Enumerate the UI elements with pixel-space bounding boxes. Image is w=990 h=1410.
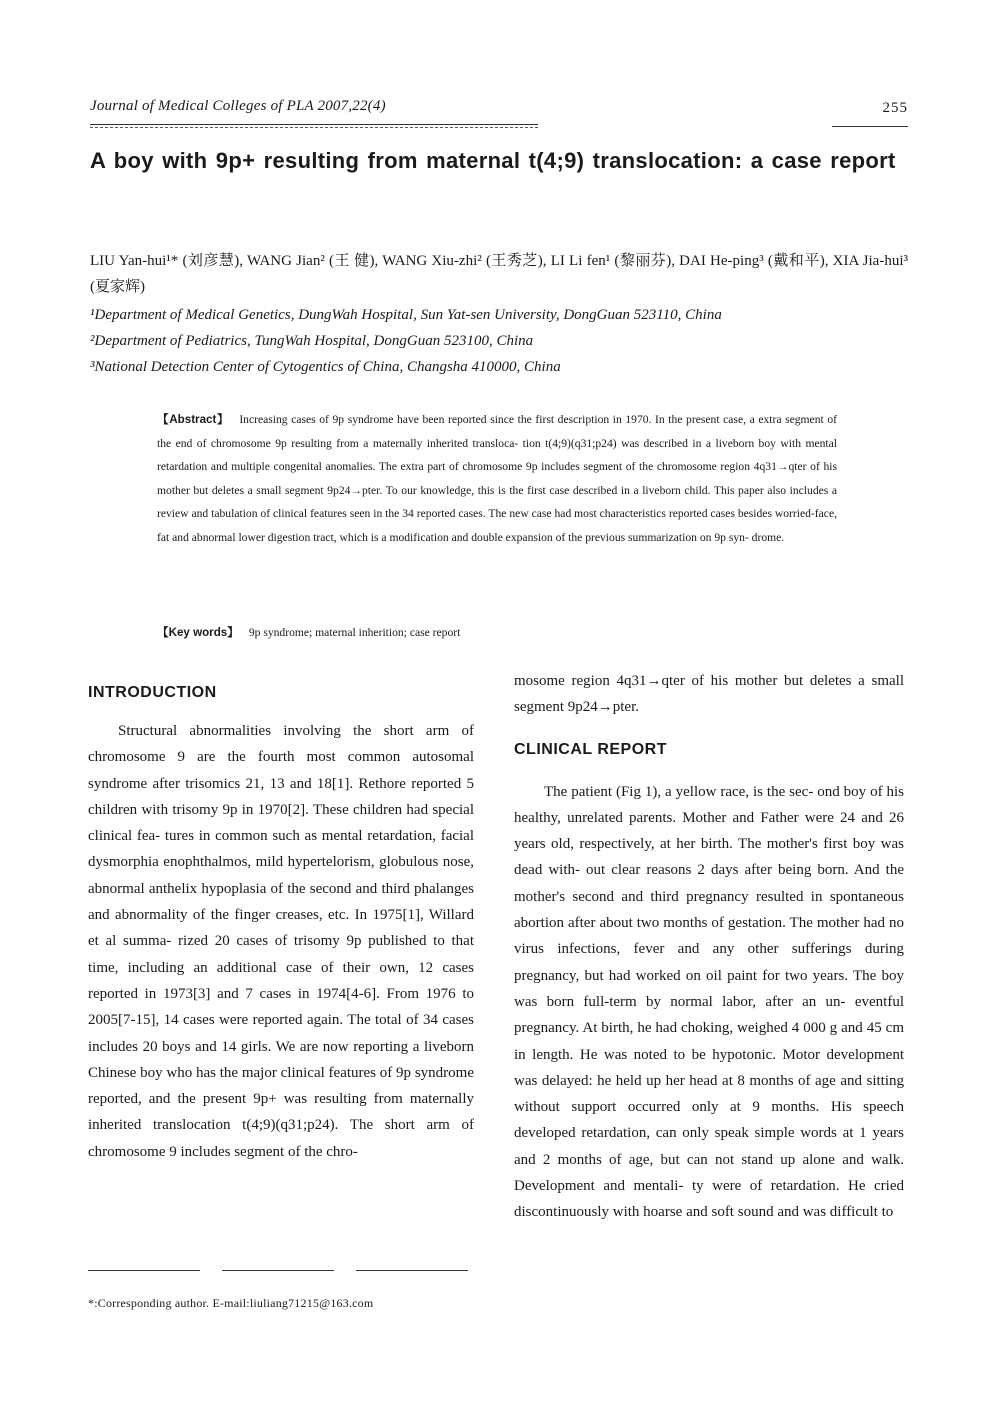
affiliations bbox=[90, 302, 908, 380]
affiliation-1: ¹Department of Medical Genetics, DungWah Hospital, Sun Yat-sen University, DongGuan 523110, China bbox=[90, 307, 722, 323]
abstract-label: 【Abstract】 bbox=[157, 413, 230, 426]
page-number: 255 bbox=[882, 100, 908, 116]
footnote-rule-3 bbox=[356, 1270, 468, 1271]
footnote-rule-1 bbox=[88, 1270, 200, 1271]
affiliation-3: ³National Detection Center of Cytogentics of China, Changsha 410000, China bbox=[90, 359, 561, 375]
affiliation-2: ²Department of Pediatrics, TungWah Hospital, DongGuan 523100, China bbox=[90, 333, 534, 349]
keywords-label: 【Key words】 bbox=[157, 626, 239, 639]
footnote-rule-2 bbox=[222, 1270, 334, 1271]
author-list: LIU Yan-hui¹* (刘彦慧), WANG Jian² (王 健), WANG Xiu-zhi² (王秀芝), LI Li fen¹ (黎丽芬), DAI He-ping³ (戴和平), XIA Jia-hui³ (夏家辉) bbox=[90, 253, 908, 295]
keywords-text: 9p syndrome; maternal inherition; case report bbox=[248, 626, 461, 639]
clinical-report-paragraph: The patient (Fig 1), a yellow race, is the sec- ond boy of his healthy, unrelated parents. Mother and Father were 24 and 26 years old, respectively, at her birth. The mother's first boy was dead with- out clear reasons 2 days after being born. And the mother's second and third pregnancy resulted in spontaneous abortion after about two months of gestation. The mother had no virus infections, fever and any other sufferings during pregnancy, but had worked on oil paint for two years. The boy was born full-term by normal labor, after an un- eventful pregnancy. At birth, he had choking, weighed 4 000 g and 45 cm in length. He was noted to be hypotonic. Motor development was delayed: he held up her head at 8 months of age and sitting without support occurred only at 9 months. His speech developed retardation, can only speak simple words at 1 years and 2 months of age, but can not stand up alone and walk. Development and mentali- ty were of retardation. He cried discontinuously with hoarse and soft sound and was difficult to bbox=[514, 783, 904, 1221]
header-rule-dashed bbox=[90, 127, 538, 128]
header-rule-right bbox=[832, 126, 908, 127]
introduction-paragraph: Structural abnormalities involving the short arm of chromosome 9 are the fourth most common autosomal syndrome after trisomics 21, 13 and 18[1]. Rethore reported 5 children with trisomy 9p in 1970[2]. These children had special clinical fea- tures in common such as mental retardation, facial dysmorphia enophthalmos, mild hypertelorism, globulous nose, abnormal anthelix hypoplasia of the second and third phalanges and abnormality of the finger creases, etc. In 1975[1], Willard et al summa- rized 20 cases of trisomy 9p published to that time, including an additional case of their own, 12 cases reported in 1973[3] and 7 cases in 1974[4-6]. From 1976 to 2005[7-15], 14 cases were reported again. The total of 34 cases includes 20 boys and 14 girls. We are now reporting a liveborn Chinese boy who has the major clinical features of 9p syndrome reported, and the present 9p+ was resulting from maternally inherited translocation t(4;9)(q31;p24). The short arm of chromosome 9 includes segment of the chro- bbox=[88, 723, 474, 1160]
left-column bbox=[88, 678, 474, 1165]
corresponding-author-footnote: *:Corresponding author. E-mail:liuliang71215@163.com bbox=[88, 1296, 374, 1310]
journal-name: Journal of Medical Colleges of PLA 2007,22(4) bbox=[90, 98, 386, 114]
abstract-text: Increasing cases of 9p syndrome have been reported since the first description in 1970. In the present case, a extra segment of the end of chromosome 9p resulting from a maternally inherited transloca- tion t(4;9)(q31;p24) was described in a liveborn boy with mental retardation and multiple congenital anomalies. The extra part of chromosome 9p includes segment of the chromosome region 4q31→qter of his mother but deletes a small segment 9p24→pter. To our knowledge, this is the first case described in a liveborn child. This paper also includes a review and tabulation of clinical features seen in the 34 reported cases. The new case had most characteristics reported cases besides worried-face, fat and abnormal lower digestion tract, which is a modification and double expansion of the previous summarization on 9p syn- drome. bbox=[157, 413, 837, 544]
article-title: A boy with 9p+ resulting from maternal t(4;9) translocation: a case report bbox=[90, 148, 896, 173]
introduction-continuation: mosome region 4q31→qter of his mother but deletes a small segment 9p24→pter. bbox=[514, 673, 904, 716]
header-rule bbox=[90, 124, 538, 125]
keywords bbox=[157, 622, 837, 644]
clinical-report-heading: CLINICAL REPORT bbox=[514, 740, 667, 758]
right-column bbox=[514, 668, 904, 1226]
introduction-heading: INTRODUCTION bbox=[88, 684, 217, 701]
abstract bbox=[157, 408, 837, 549]
running-header bbox=[90, 94, 908, 124]
